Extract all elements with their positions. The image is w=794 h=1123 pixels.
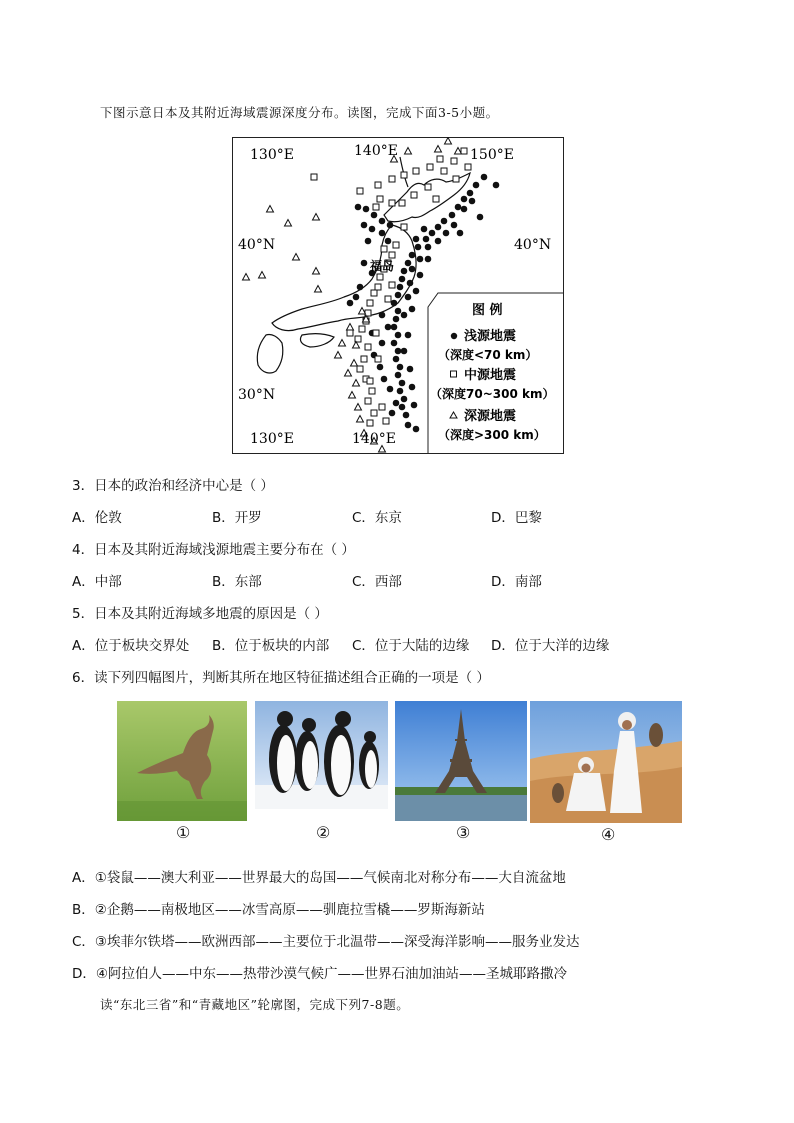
shallow-quake-marker: [493, 182, 500, 189]
shallow-quake-marker: [449, 212, 456, 219]
legend-title: 图 例: [472, 303, 503, 318]
question-6-option-d: D．④阿拉伯人——中东——热带沙漠气候广——世界石油加油站——圣城耶路撒冷: [72, 966, 567, 982]
medium-quake-marker: [367, 378, 373, 384]
medium-quake-marker: [311, 174, 317, 180]
medium-quake-marker: [427, 164, 433, 170]
legend-deep-name: 深源地震: [464, 409, 517, 424]
medium-quake-marker: [425, 184, 431, 190]
legend-medium-symbol: [451, 371, 457, 377]
picture-label-1: ①: [176, 823, 191, 842]
shallow-quake-marker: [399, 276, 406, 283]
shallow-quake-marker: [379, 218, 386, 225]
question-3-option-a: A．伦敦: [72, 510, 122, 526]
medium-quake-marker: [365, 344, 371, 350]
shallow-quake-marker: [387, 222, 394, 229]
shallow-quake-marker: [397, 388, 404, 395]
shallow-quake-marker: [379, 230, 386, 237]
shallow-quake-marker: [417, 256, 424, 263]
lon-label-150-top: 150°E: [470, 147, 514, 163]
shallow-quake-marker: [357, 284, 364, 291]
question-4-option-d: D．南部: [491, 574, 542, 590]
legend-shallow-name: 浅源地震: [464, 329, 517, 344]
medium-quake-marker: [373, 204, 379, 210]
shallow-quake-marker: [355, 204, 362, 211]
shallow-quake-marker: [405, 260, 412, 267]
medium-quake-marker: [441, 168, 447, 174]
question-3-stem: 3．日本的政治和经济中心是（ ）: [72, 478, 274, 494]
medium-quake-marker: [373, 330, 379, 336]
shallow-quake-marker: [411, 402, 418, 409]
question-5-option-c: C．位于大陆的边缘: [352, 638, 470, 654]
medium-quake-marker: [367, 420, 373, 426]
shallow-quake-marker: [393, 316, 400, 323]
japan-earthquake-map: [232, 137, 564, 454]
medium-quake-marker: [347, 330, 353, 336]
medium-quake-marker: [385, 296, 391, 302]
question-3-option-b: B．开罗: [212, 510, 262, 526]
shallow-quake-marker: [407, 366, 414, 373]
shallow-quake-marker: [409, 306, 416, 313]
lon-label-130-bottom: 130°E: [250, 431, 294, 447]
medium-quake-marker: [401, 172, 407, 178]
picture-label-4: ④: [601, 825, 616, 844]
shallow-quake-marker: [395, 292, 402, 299]
shallow-quake-marker: [369, 226, 376, 233]
eiffel-tower-photo: [395, 701, 527, 821]
lat-label-40-right: 40°N: [514, 237, 552, 253]
medium-quake-marker: [383, 418, 389, 424]
shallow-quake-marker: [353, 294, 360, 301]
medium-quake-marker: [399, 200, 405, 206]
shallow-quake-marker: [469, 198, 476, 205]
shallow-quake-marker: [361, 222, 368, 229]
shallow-quake-marker: [381, 376, 388, 383]
medium-quake-marker: [411, 192, 417, 198]
shallow-quake-marker: [435, 224, 442, 231]
medium-quake-marker: [465, 164, 471, 170]
medium-quake-marker: [453, 176, 459, 182]
question-5-option-d: D．位于大洋的边缘: [491, 638, 610, 654]
shallow-quake-marker: [361, 260, 368, 267]
intro-text-1: 下图示意日本及其附近海域震源深度分布。读图，完成下面3-5小题。: [100, 105, 499, 120]
question-5-option-b: B．位于板块的内部: [212, 638, 330, 654]
shallow-quake-marker: [401, 396, 408, 403]
shallow-quake-marker: [429, 230, 436, 237]
medium-quake-marker: [369, 388, 375, 394]
picture-row: [0, 701, 794, 851]
shallow-quake-marker: [451, 222, 458, 229]
shallow-quake-marker: [393, 356, 400, 363]
medium-quake-marker: [375, 356, 381, 362]
shallow-quake-marker: [347, 300, 354, 307]
shallow-quake-marker: [397, 364, 404, 371]
medium-quake-marker: [389, 176, 395, 182]
shallow-quake-marker: [409, 384, 416, 391]
question-3-option-d: D．巴黎: [491, 510, 542, 526]
picture-label-2: ②: [316, 823, 331, 842]
question-6-stem: 6．读下列四幅图片，判断其所在地区特征描述组合正确的一项是（ ）: [72, 670, 490, 686]
medium-quake-marker: [433, 196, 439, 202]
question-4-stem: 4．日本及其附近海域浅源地震主要分布在（ ）: [72, 542, 355, 558]
shallow-quake-marker: [397, 284, 404, 291]
shallow-quake-marker: [455, 204, 462, 211]
medium-quake-marker: [365, 398, 371, 404]
shallow-quake-marker: [403, 412, 410, 419]
medium-quake-marker: [437, 156, 443, 162]
shallow-quake-marker: [385, 238, 392, 245]
shallow-quake-marker: [417, 272, 424, 279]
shallow-quake-marker: [481, 174, 488, 181]
medium-quake-marker: [375, 182, 381, 188]
lat-label-40-left: 40°N: [238, 237, 276, 253]
shallow-quake-marker: [385, 324, 392, 331]
shallow-quake-marker: [409, 252, 416, 259]
kangaroo-photo: [117, 701, 247, 821]
shallow-quake-marker: [467, 190, 474, 197]
shallow-quake-marker: [461, 196, 468, 203]
shallow-quake-marker: [387, 386, 394, 393]
shallow-quake-marker: [395, 308, 402, 315]
shallow-quake-marker: [407, 280, 414, 287]
medium-quake-marker: [451, 158, 457, 164]
shallow-quake-marker: [405, 422, 412, 429]
medium-quake-marker: [357, 188, 363, 194]
shallow-quake-marker: [399, 404, 406, 411]
shallow-quake-marker: [363, 206, 370, 213]
shallow-quake-marker: [391, 340, 398, 347]
legend-medium-name: 中源地震: [464, 368, 517, 383]
medium-quake-marker: [377, 196, 383, 202]
shallow-quake-marker: [379, 312, 386, 319]
penguins-photo: [255, 701, 388, 809]
lon-label-140-bottom: 140°E: [352, 431, 396, 447]
medium-quake-marker: [389, 282, 395, 288]
shallow-quake-marker: [441, 218, 448, 225]
shallow-quake-marker: [421, 226, 428, 233]
question-5-stem: 5．日本及其附近海域多地震的原因是（ ）: [72, 606, 328, 622]
shallow-quake-marker: [391, 300, 398, 307]
medium-quake-marker: [401, 224, 407, 230]
question-3-option-c: C．东京: [352, 510, 402, 526]
shallow-quake-marker: [393, 400, 400, 407]
shallow-quake-marker: [457, 230, 464, 237]
arab-men-photo: [530, 701, 682, 823]
medium-quake-marker: [367, 300, 373, 306]
question-5-option-a: A．位于板块交界处: [72, 638, 190, 654]
shallow-quake-marker: [395, 348, 402, 355]
medium-quake-marker: [381, 246, 387, 252]
shallow-quake-marker: [379, 340, 386, 347]
shallow-quake-marker: [413, 236, 420, 243]
shallow-quake-marker: [473, 182, 480, 189]
shallow-quake-marker: [365, 238, 372, 245]
question-4-option-a: A．中部: [72, 574, 122, 590]
shallow-quake-marker: [405, 294, 412, 301]
lon-label-140-top: 140°E: [354, 143, 398, 159]
medium-quake-marker: [389, 200, 395, 206]
legend-deep-desc: （深度>300 km）: [438, 428, 546, 442]
intro-text-2: 读“东北三省”和“青藏地区”轮廓图，完成下列7-8题。: [100, 997, 410, 1012]
medium-quake-marker: [371, 410, 377, 416]
shallow-quake-marker: [391, 324, 398, 331]
shallow-quake-marker: [415, 244, 422, 251]
medium-quake-marker: [393, 242, 399, 248]
medium-quake-marker: [389, 252, 395, 258]
shallow-quake-marker: [409, 266, 416, 273]
shallow-quake-marker: [389, 410, 396, 417]
shallow-quake-marker: [413, 426, 420, 433]
medium-quake-marker: [361, 356, 367, 362]
legend-shallow-symbol: [451, 333, 457, 339]
shallow-quake-marker: [371, 212, 378, 219]
shallow-quake-marker: [425, 244, 432, 251]
shallow-quake-marker: [395, 372, 402, 379]
shallow-quake-marker: [405, 332, 412, 339]
shallow-quake-marker: [401, 312, 408, 319]
shallow-quake-marker: [425, 256, 432, 263]
lat-label-30: 30°N: [238, 387, 276, 403]
medium-quake-marker: [413, 168, 419, 174]
question-4-option-b: B．东部: [212, 574, 262, 590]
legend-shallow-desc: （深度<70 km）: [438, 348, 538, 362]
shallow-quake-marker: [413, 288, 420, 295]
medium-quake-marker: [375, 284, 381, 290]
shallow-quake-marker: [399, 380, 406, 387]
shallow-quake-marker: [395, 332, 402, 339]
shallow-quake-marker: [435, 238, 442, 245]
shallow-quake-marker: [461, 206, 468, 213]
shallow-quake-marker: [377, 364, 384, 371]
medium-quake-marker: [377, 274, 383, 280]
legend-medium-desc: （深度70~300 km）: [430, 387, 555, 401]
question-6-option-b: B．②企鹅——南极地区——冰雪高原——驯鹿拉雪橇——罗斯海新站: [72, 902, 485, 918]
question-4-option-c: C．西部: [352, 574, 402, 590]
medium-quake-marker: [461, 148, 467, 154]
picture-label-3: ③: [456, 823, 471, 842]
question-6-option-c: C．③埃菲尔铁塔——欧洲西部——主要位于北温带——深受海洋影响——服务业发达: [72, 934, 580, 950]
shallow-quake-marker: [477, 214, 484, 221]
medium-quake-marker: [379, 404, 385, 410]
medium-quake-marker: [359, 326, 365, 332]
question-6-option-a: A．①袋鼠——澳大利亚——世界最大的岛国——气候南北对称分布——大自流盆地: [72, 870, 566, 886]
shallow-quake-marker: [401, 268, 408, 275]
medium-quake-marker: [371, 290, 377, 296]
shallow-quake-marker: [401, 348, 408, 355]
fukushima-label: 福岛: [370, 259, 395, 273]
shallow-quake-marker: [443, 230, 450, 237]
shallow-quake-marker: [423, 236, 430, 243]
lon-label-130-top: 130°E: [250, 147, 294, 163]
medium-quake-marker: [357, 366, 363, 372]
